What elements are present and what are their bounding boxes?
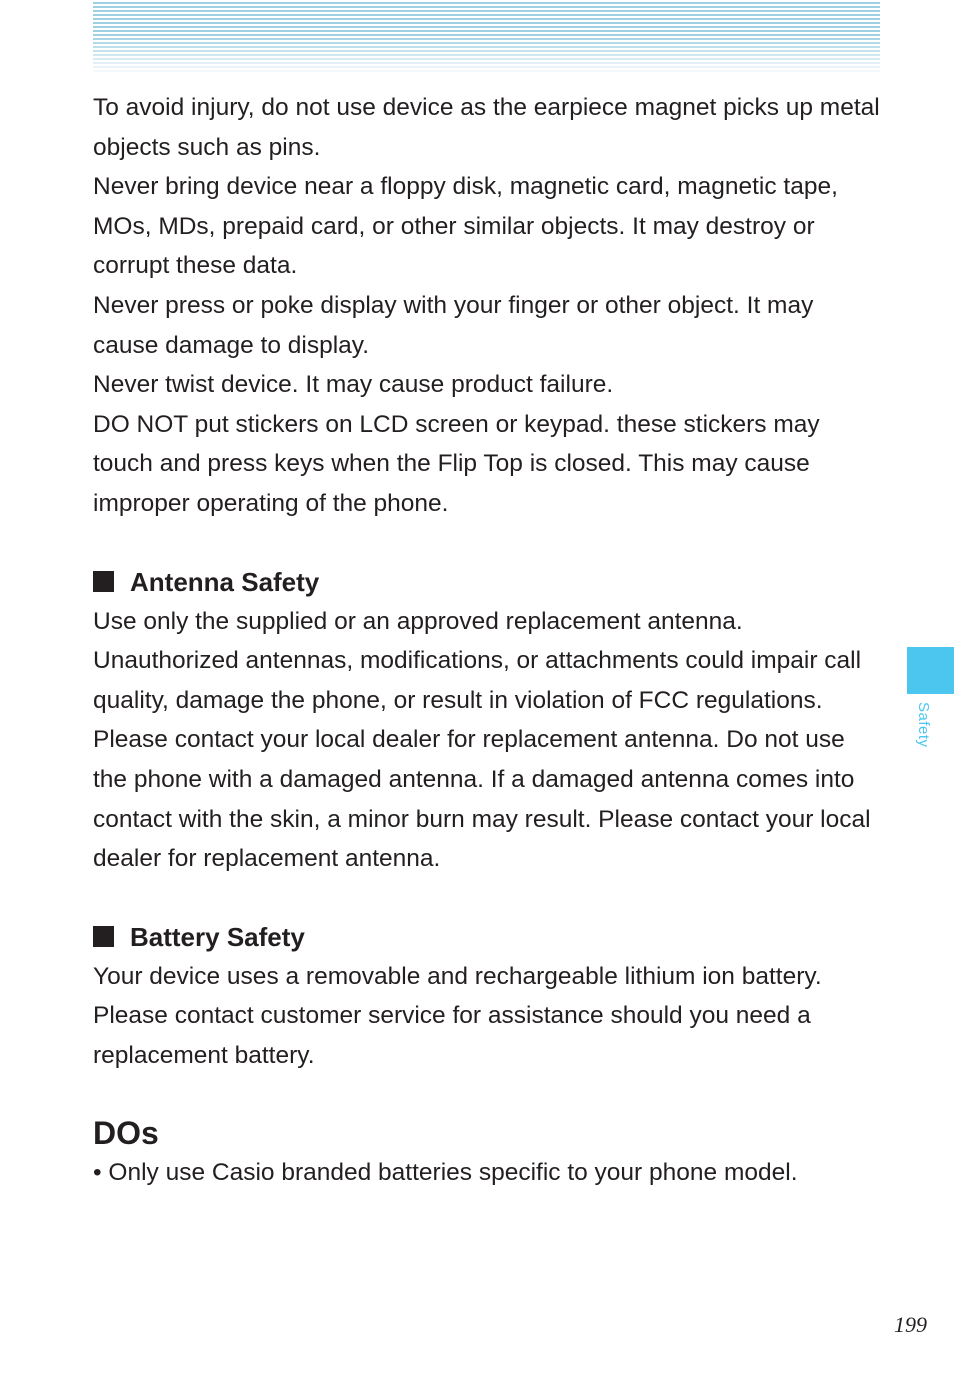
intro-paragraph-stickers: DO NOT put stickers on LCD screen or keypad. these stickers may touch and press keys when the Flip Top is closed. This may cause improper operating of the phone.	[93, 410, 820, 517]
antenna-safety-body: Use only the supplied or an approved replacement antenna. Unauthorized antennas, modifications, or attachments could impair call quality, damage the phone, or result in violation of FCC regulations. Please contact your local dealer for replacement antenna. Do not use the phone with a damaged antenna. If a damaged antenna comes into contact with the skin, a minor burn may result. Please contact your local dealer for replacement antenna.	[93, 607, 871, 873]
antenna-safety-title: Antenna Safety	[130, 566, 320, 597]
intro-paragraph-injury: To avoid injury, do not use device as the earpiece magnet picks up metal objects such as pins.	[93, 94, 880, 161]
intro-section	[93, 88, 883, 524]
black-square-icon	[93, 926, 114, 947]
list-item: • Only use Casio branded batteries specific to your phone model.	[93, 1159, 798, 1187]
side-tab-label: Safety	[915, 702, 932, 748]
black-square-icon	[93, 571, 114, 592]
battery-safety-section	[93, 917, 883, 1076]
page-number: 199	[894, 1312, 927, 1337]
intro-paragraph-twist: Never twist device. It may cause product failure.	[93, 371, 614, 399]
intro-paragraph-display: Never press or poke display with your finger or other object. It may cause damage to display.	[93, 291, 814, 359]
battery-safety-title: Battery Safety	[130, 921, 305, 952]
dos-list	[93, 1153, 883, 1193]
battery-safety-body: Your device uses a removable and rechargeable lithium ion battery. Please contact customer service for assistance should you need a replacement battery.	[93, 962, 822, 1069]
header-stripe-band	[93, 2, 880, 74]
side-tab-marker	[907, 647, 954, 694]
dos-section	[93, 1113, 883, 1193]
header-fade	[93, 2, 880, 74]
intro-paragraph-magnetic: Never bring device near a floppy disk, magnetic card, magnetic tape, MOs, MDs, prepaid card, or other similar objects. It may destroy or corrupt these data.	[93, 173, 838, 280]
page-content	[93, 88, 883, 1193]
antenna-safety-section	[93, 562, 883, 879]
antenna-safety-heading	[93, 562, 883, 602]
battery-safety-heading	[93, 917, 883, 957]
dos-heading: DOs	[93, 1115, 159, 1152]
